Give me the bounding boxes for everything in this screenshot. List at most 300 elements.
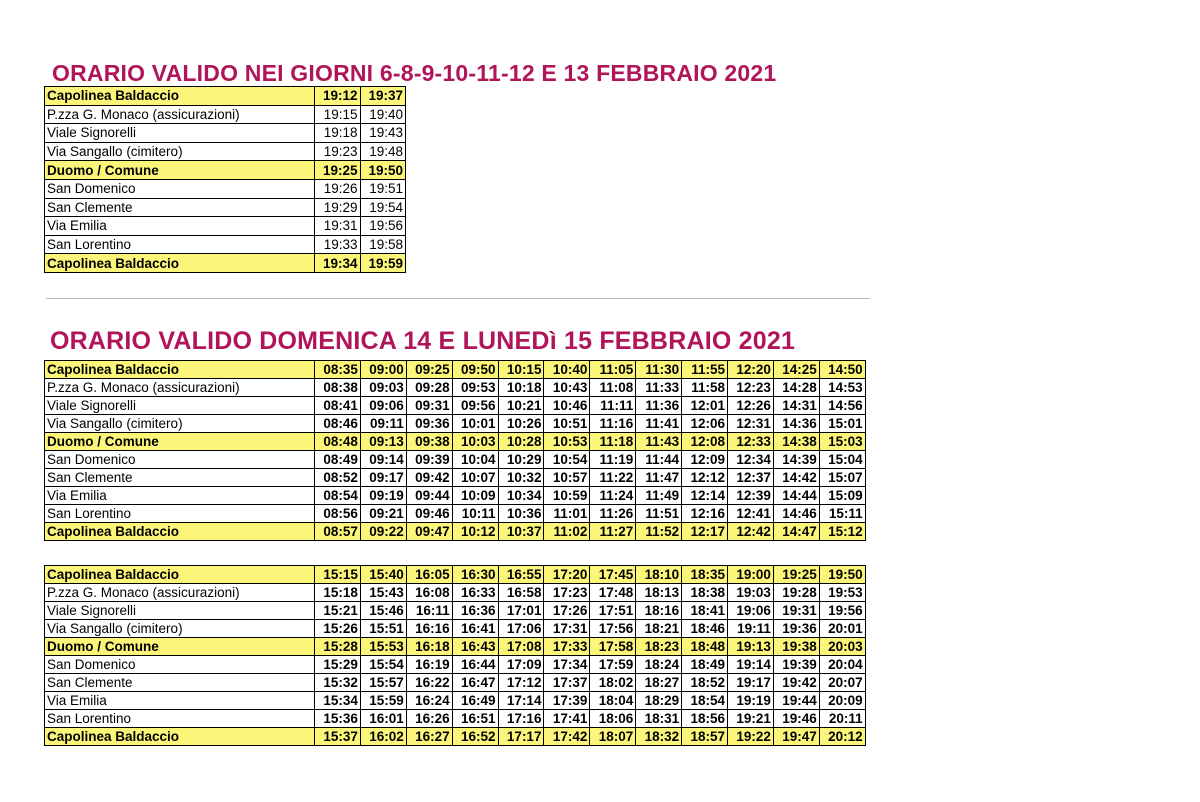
departure-time: 12:33: [728, 433, 774, 451]
departure-time: 12:42: [728, 523, 774, 541]
timetable-row: [45, 124, 406, 143]
departure-time: 09:00: [360, 361, 406, 379]
departure-time: 10:51: [544, 415, 590, 433]
departure-time: 11:51: [636, 505, 682, 523]
departure-time: 14:47: [773, 523, 819, 541]
departure-time: 19:18: [315, 124, 361, 143]
departure-time: 16:11: [406, 602, 452, 620]
timetable-row: [45, 105, 406, 124]
departure-time: 19:14: [728, 656, 774, 674]
departure-time: 18:52: [682, 674, 728, 692]
departure-time: 11:08: [590, 379, 636, 397]
departure-time: 19:21: [728, 710, 774, 728]
departure-time: 15:59: [360, 692, 406, 710]
departure-time: 09:14: [360, 451, 406, 469]
departure-time: 19:00: [728, 566, 774, 584]
departure-time: 08:46: [315, 415, 361, 433]
departure-time: 17:31: [544, 620, 590, 638]
stop-name: Viale Signorelli: [45, 602, 315, 620]
departure-time: 16:18: [406, 638, 452, 656]
departure-time: 15:34: [315, 692, 361, 710]
departure-time: 19:28: [773, 584, 819, 602]
departure-time: 19:48: [360, 142, 406, 161]
departure-time: 09:06: [360, 397, 406, 415]
departure-time: 10:01: [452, 415, 498, 433]
departure-time: 09:56: [452, 397, 498, 415]
departure-time: 17:37: [544, 674, 590, 692]
departure-time: 18:29: [636, 692, 682, 710]
departure-time: 19:06: [728, 602, 774, 620]
departure-time: 19:33: [315, 235, 361, 254]
stop-name: Duomo / Comune: [45, 433, 315, 451]
departure-time: 11:16: [590, 415, 636, 433]
departure-time: 16:47: [452, 674, 498, 692]
departure-time: 15:03: [819, 433, 865, 451]
stop-name: Via Emilia: [45, 692, 315, 710]
timetable-row-highlight: [45, 638, 866, 656]
departure-time: 19:44: [773, 692, 819, 710]
departure-time: 19:22: [728, 728, 774, 746]
departure-time: 18:07: [590, 728, 636, 746]
stop-name: Viale Signorelli: [45, 124, 315, 143]
departure-time: 11:05: [590, 361, 636, 379]
departure-time: 17:06: [498, 620, 544, 638]
timetable-row: [45, 584, 866, 602]
departure-time: 19:38: [773, 638, 819, 656]
departure-time: 09:22: [360, 523, 406, 541]
timetable-row-highlight: [45, 87, 406, 106]
departure-time: 17:08: [498, 638, 544, 656]
departure-time: 10:26: [498, 415, 544, 433]
departure-time: 16:49: [452, 692, 498, 710]
stop-name: San Clemente: [45, 198, 315, 217]
departure-time: 15:32: [315, 674, 361, 692]
timetable-row-highlight: [45, 566, 866, 584]
stop-name: Capolinea Baldaccio: [45, 87, 315, 106]
departure-time: 08:56: [315, 505, 361, 523]
timetable-row: [45, 656, 866, 674]
departure-time: 18:41: [682, 602, 728, 620]
departure-time: 12:17: [682, 523, 728, 541]
departure-time: 09:11: [360, 415, 406, 433]
departure-time: 16:27: [406, 728, 452, 746]
departure-time: 11:58: [682, 379, 728, 397]
departure-time: 17:51: [590, 602, 636, 620]
departure-time: 20:04: [819, 656, 865, 674]
departure-time: 08:48: [315, 433, 361, 451]
stop-name: Capolinea Baldaccio: [45, 361, 315, 379]
departure-time: 12:09: [682, 451, 728, 469]
departure-time: 11:30: [636, 361, 682, 379]
departure-time: 15:12: [819, 523, 865, 541]
departure-time: 20:03: [819, 638, 865, 656]
departure-time: 11:11: [590, 397, 636, 415]
departure-time: 12:34: [728, 451, 774, 469]
departure-time: 12:31: [728, 415, 774, 433]
stop-name: P.zza G. Monaco (assicurazioni): [45, 105, 315, 124]
stop-name: San Clemente: [45, 674, 315, 692]
timetable-row: [45, 710, 866, 728]
stop-name: Capolinea Baldaccio: [45, 566, 315, 584]
departure-time: 14:28: [773, 379, 819, 397]
departure-time: 12:41: [728, 505, 774, 523]
departure-time: 09:25: [406, 361, 452, 379]
departure-time: 15:09: [819, 487, 865, 505]
departure-time: 17:59: [590, 656, 636, 674]
departure-time: 16:51: [452, 710, 498, 728]
departure-time: 09:13: [360, 433, 406, 451]
departure-time: 17:26: [544, 602, 590, 620]
departure-time: 18:48: [682, 638, 728, 656]
stop-name: Capolinea Baldaccio: [45, 523, 315, 541]
departure-time: 20:12: [819, 728, 865, 746]
departure-time: 15:21: [315, 602, 361, 620]
departure-time: 10:54: [544, 451, 590, 469]
departure-time: 19:47: [773, 728, 819, 746]
departure-time: 16:24: [406, 692, 452, 710]
departure-time: 11:22: [590, 469, 636, 487]
departure-time: 17:45: [590, 566, 636, 584]
departure-time: 11:55: [682, 361, 728, 379]
departure-time: 16:30: [452, 566, 498, 584]
departure-time: 16:52: [452, 728, 498, 746]
stop-name: Capolinea Baldaccio: [45, 728, 315, 746]
departure-time: 09:28: [406, 379, 452, 397]
departure-time: 10:40: [544, 361, 590, 379]
departure-time: 19:19: [728, 692, 774, 710]
departure-time: 19:37: [360, 87, 406, 106]
departure-time: 17:48: [590, 584, 636, 602]
departure-time: 11:44: [636, 451, 682, 469]
departure-time: 10:37: [498, 523, 544, 541]
departure-time: 19:40: [360, 105, 406, 124]
departure-time: 14:31: [773, 397, 819, 415]
timetable-row: [45, 217, 406, 236]
timetable-row: [45, 451, 866, 469]
departure-time: 14:46: [773, 505, 819, 523]
departure-time: 16:16: [406, 620, 452, 638]
departure-time: 10:53: [544, 433, 590, 451]
departure-time: 16:01: [360, 710, 406, 728]
timetable-row: [45, 415, 866, 433]
departure-time: 09:19: [360, 487, 406, 505]
departure-time: 10:32: [498, 469, 544, 487]
departure-time: 15:57: [360, 674, 406, 692]
departure-time: 18:56: [682, 710, 728, 728]
departure-time: 09:21: [360, 505, 406, 523]
departure-time: 16:19: [406, 656, 452, 674]
departure-time: 12:20: [728, 361, 774, 379]
stop-name: Via Emilia: [45, 487, 315, 505]
departure-time: 08:54: [315, 487, 361, 505]
departure-time: 15:07: [819, 469, 865, 487]
departure-time: 19:29: [315, 198, 361, 217]
departure-time: 19:13: [728, 638, 774, 656]
stop-name: P.zza G. Monaco (assicurazioni): [45, 379, 315, 397]
section2-title: ORARIO VALIDO DOMENICA 14 E LUNEDì 15 FEBBRAIO 2021: [50, 327, 796, 355]
departure-time: 17:20: [544, 566, 590, 584]
departure-time: 11:47: [636, 469, 682, 487]
stop-name: Via Emilia: [45, 217, 315, 236]
timetable-row: [45, 674, 866, 692]
departure-time: 12:39: [728, 487, 774, 505]
departure-time: 15:36: [315, 710, 361, 728]
stop-name: San Lorentino: [45, 505, 315, 523]
departure-time: 15:43: [360, 584, 406, 602]
departure-time: 16:08: [406, 584, 452, 602]
departure-time: 09:44: [406, 487, 452, 505]
departure-time: 17:14: [498, 692, 544, 710]
departure-time: 08:57: [315, 523, 361, 541]
departure-time: 08:49: [315, 451, 361, 469]
departure-time: 15:29: [315, 656, 361, 674]
departure-time: 12:23: [728, 379, 774, 397]
departure-time: 11:36: [636, 397, 682, 415]
departure-time: 17:41: [544, 710, 590, 728]
departure-time: 12:01: [682, 397, 728, 415]
departure-time: 14:39: [773, 451, 819, 469]
departure-time: 12:16: [682, 505, 728, 523]
departure-time: 20:07: [819, 674, 865, 692]
departure-time: 09:46: [406, 505, 452, 523]
stop-name: San Domenico: [45, 179, 315, 198]
departure-time: 19:17: [728, 674, 774, 692]
departure-time: 19:50: [360, 161, 406, 180]
departure-time: 10:12: [452, 523, 498, 541]
departure-time: 15:15: [315, 566, 361, 584]
departure-time: 19:26: [315, 179, 361, 198]
timetable-row: [45, 198, 406, 217]
departure-time: 19:31: [315, 217, 361, 236]
departure-time: 17:56: [590, 620, 636, 638]
departure-time: 17:01: [498, 602, 544, 620]
stop-name: Duomo / Comune: [45, 638, 315, 656]
departure-time: 16:58: [498, 584, 544, 602]
departure-time: 17:39: [544, 692, 590, 710]
departure-time: 11:27: [590, 523, 636, 541]
departure-time: 18:27: [636, 674, 682, 692]
departure-time: 15:28: [315, 638, 361, 656]
departure-time: 15:01: [819, 415, 865, 433]
departure-time: 18:21: [636, 620, 682, 638]
departure-time: 10:11: [452, 505, 498, 523]
departure-time: 10:18: [498, 379, 544, 397]
departure-time: 18:49: [682, 656, 728, 674]
departure-time: 10:59: [544, 487, 590, 505]
departure-time: 19:25: [315, 161, 361, 180]
departure-time: 18:02: [590, 674, 636, 692]
departure-time: 19:03: [728, 584, 774, 602]
departure-time: 15:53: [360, 638, 406, 656]
departure-time: 19:58: [360, 235, 406, 254]
stop-name: San Lorentino: [45, 710, 315, 728]
departure-time: 17:34: [544, 656, 590, 674]
departure-time: 19:56: [819, 602, 865, 620]
timetable-row: [45, 142, 406, 161]
timetable-row: [45, 469, 866, 487]
departure-time: 14:38: [773, 433, 819, 451]
departure-time: 12:06: [682, 415, 728, 433]
departure-time: 16:36: [452, 602, 498, 620]
section1-title: ORARIO VALIDO NEI GIORNI 6-8-9-10-11-12 E 13 FEBBRAIO 2021: [52, 60, 777, 86]
timetable-row-highlight: [45, 523, 866, 541]
stop-name: San Domenico: [45, 451, 315, 469]
departure-time: 16:22: [406, 674, 452, 692]
departure-time: 11:19: [590, 451, 636, 469]
departure-time: 11:49: [636, 487, 682, 505]
departure-time: 19:34: [315, 254, 361, 273]
stop-name: San Lorentino: [45, 235, 315, 254]
departure-time: 10:15: [498, 361, 544, 379]
departure-time: 11:01: [544, 505, 590, 523]
departure-time: 11:02: [544, 523, 590, 541]
departure-time: 19:12: [315, 87, 361, 106]
departure-time: 15:46: [360, 602, 406, 620]
departure-time: 19:11: [728, 620, 774, 638]
departure-time: 10:07: [452, 469, 498, 487]
departure-time: 18:54: [682, 692, 728, 710]
departure-time: 10:46: [544, 397, 590, 415]
timetable-row-highlight: [45, 433, 866, 451]
departure-time: 15:26: [315, 620, 361, 638]
departure-time: 12:12: [682, 469, 728, 487]
departure-time: 09:36: [406, 415, 452, 433]
departure-time: 12:08: [682, 433, 728, 451]
departure-time: 09:31: [406, 397, 452, 415]
timetable-row-highlight: [45, 728, 866, 746]
departure-time: 10:43: [544, 379, 590, 397]
departure-time: 10:03: [452, 433, 498, 451]
timetable-row-highlight: [45, 161, 406, 180]
timetable-row-highlight: [45, 361, 866, 379]
timetable-row: [45, 505, 866, 523]
departure-time: 19:15: [315, 105, 361, 124]
departure-time: 16:02: [360, 728, 406, 746]
departure-time: 19:42: [773, 674, 819, 692]
timetable-holiday-afternoon: [44, 565, 866, 746]
departure-time: 16:33: [452, 584, 498, 602]
departure-time: 14:36: [773, 415, 819, 433]
departure-time: 11:41: [636, 415, 682, 433]
departure-time: 19:56: [360, 217, 406, 236]
timetable-row: [45, 397, 866, 415]
departure-time: 17:58: [590, 638, 636, 656]
departure-time: 09:53: [452, 379, 498, 397]
departure-time: 16:43: [452, 638, 498, 656]
departure-time: 15:54: [360, 656, 406, 674]
departure-time: 18:38: [682, 584, 728, 602]
departure-time: 17:33: [544, 638, 590, 656]
departure-time: 12:26: [728, 397, 774, 415]
departure-time: 19:51: [360, 179, 406, 198]
departure-time: 08:38: [315, 379, 361, 397]
departure-time: 19:46: [773, 710, 819, 728]
departure-time: 17:09: [498, 656, 544, 674]
departure-time: 09:50: [452, 361, 498, 379]
timetable-holiday-morning: [44, 360, 866, 541]
departure-time: 10:57: [544, 469, 590, 487]
departure-time: 19:53: [819, 584, 865, 602]
departure-time: 09:03: [360, 379, 406, 397]
departure-time: 09:47: [406, 523, 452, 541]
departure-time: 11:52: [636, 523, 682, 541]
stop-name: Via Sangallo (cimitero): [45, 142, 315, 161]
departure-time: 18:57: [682, 728, 728, 746]
timetable-row: [45, 179, 406, 198]
timetable-row: [45, 692, 866, 710]
departure-time: 18:32: [636, 728, 682, 746]
departure-time: 15:18: [315, 584, 361, 602]
departure-time: 08:52: [315, 469, 361, 487]
departure-time: 10:04: [452, 451, 498, 469]
departure-time: 16:41: [452, 620, 498, 638]
departure-time: 11:18: [590, 433, 636, 451]
departure-time: 17:42: [544, 728, 590, 746]
departure-time: 17:23: [544, 584, 590, 602]
departure-time: 19:43: [360, 124, 406, 143]
departure-time: 14:44: [773, 487, 819, 505]
departure-time: 19:31: [773, 602, 819, 620]
departure-time: 19:54: [360, 198, 406, 217]
departure-time: 11:26: [590, 505, 636, 523]
timetable-row: [45, 487, 866, 505]
departure-time: 14:25: [773, 361, 819, 379]
departure-time: 09:42: [406, 469, 452, 487]
departure-time: 17:16: [498, 710, 544, 728]
departure-time: 15:40: [360, 566, 406, 584]
departure-time: 19:25: [773, 566, 819, 584]
timetable-weekdays: [44, 86, 406, 273]
stop-name: P.zza G. Monaco (assicurazioni): [45, 584, 315, 602]
section-divider: [46, 298, 870, 299]
departure-time: 10:09: [452, 487, 498, 505]
timetable-row: [45, 620, 866, 638]
departure-time: 19:50: [819, 566, 865, 584]
departure-time: 16:55: [498, 566, 544, 584]
departure-time: 15:37: [315, 728, 361, 746]
departure-time: 19:59: [360, 254, 406, 273]
departure-time: 18:10: [636, 566, 682, 584]
departure-time: 09:38: [406, 433, 452, 451]
stop-name: Capolinea Baldaccio: [45, 254, 315, 273]
departure-time: 11:33: [636, 379, 682, 397]
departure-time: 10:36: [498, 505, 544, 523]
timetable-row: [45, 602, 866, 620]
departure-time: 18:31: [636, 710, 682, 728]
departure-time: 17:17: [498, 728, 544, 746]
departure-time: 16:44: [452, 656, 498, 674]
departure-time: 18:13: [636, 584, 682, 602]
departure-time: 19:39: [773, 656, 819, 674]
stop-name: San Domenico: [45, 656, 315, 674]
departure-time: 11:43: [636, 433, 682, 451]
stop-name: Via Sangallo (cimitero): [45, 620, 315, 638]
departure-time: 18:24: [636, 656, 682, 674]
timetable-row: [45, 235, 406, 254]
departure-time: 18:46: [682, 620, 728, 638]
departure-time: 15:04: [819, 451, 865, 469]
departure-time: 20:11: [819, 710, 865, 728]
departure-time: 14:42: [773, 469, 819, 487]
departure-time: 18:06: [590, 710, 636, 728]
departure-time: 09:39: [406, 451, 452, 469]
departure-time: 11:24: [590, 487, 636, 505]
departure-time: 18:35: [682, 566, 728, 584]
departure-time: 20:01: [819, 620, 865, 638]
departure-time: 15:51: [360, 620, 406, 638]
departure-time: 10:29: [498, 451, 544, 469]
departure-time: 08:35: [315, 361, 361, 379]
